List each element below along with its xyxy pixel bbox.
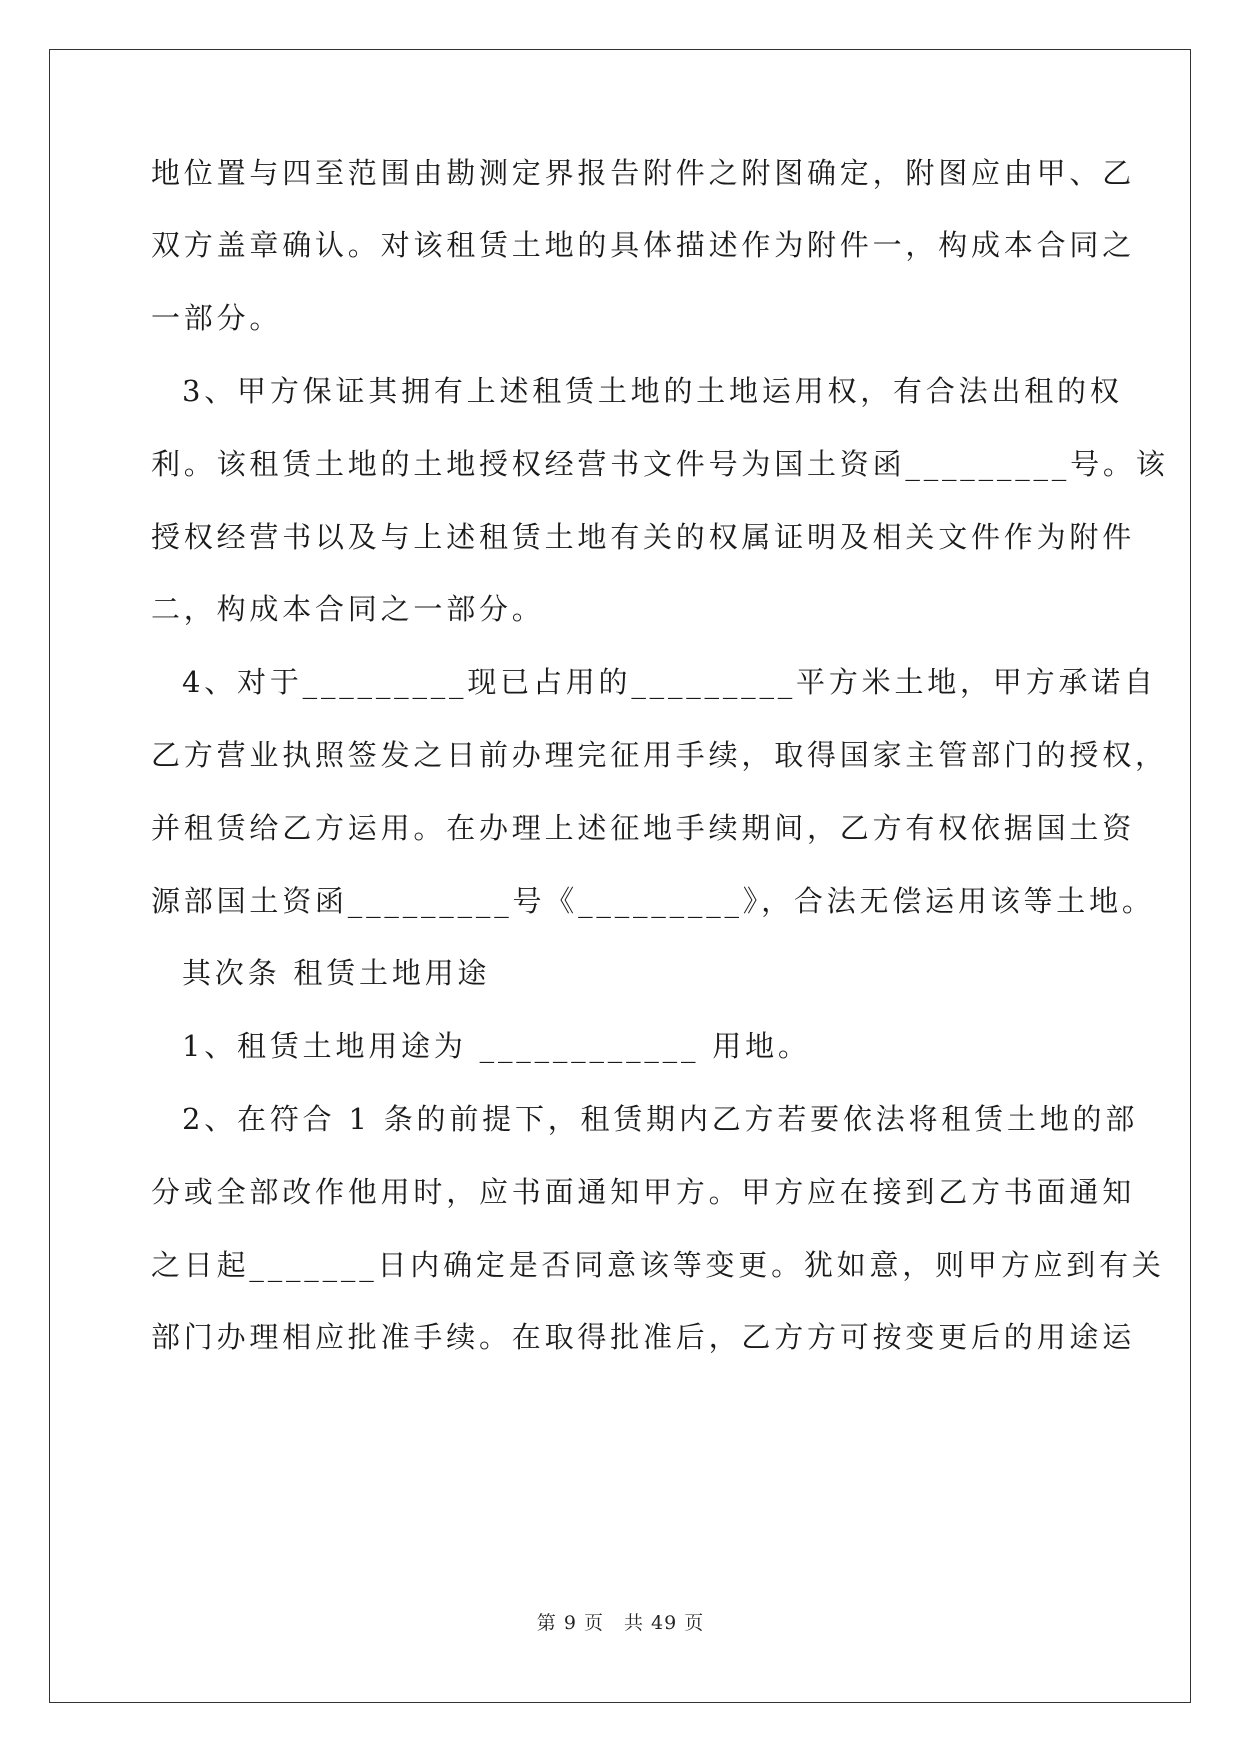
page-number-footer: 第 9 页 共 49 页 — [536, 1612, 705, 1634]
text-line-8: 4、对于_________现已占用的_________平方米土地，甲方承诺自 — [182, 665, 1157, 699]
text-line-15: 分或全部改作他用时，应书面通知甲方。甲方应在接到乙方书面通知 — [151, 1175, 1136, 1209]
text-line-1: 地位置与四至范围由勘测定界报告附件之附图确定，附图应由甲、乙 — [151, 156, 1136, 190]
text-line-17: 部门办理相应批准手续。在取得批准后，乙方方可按变更后的用途运 — [151, 1320, 1136, 1354]
text-line-13: 1、租赁土地用途为 ____________ 用地。 — [182, 1029, 811, 1063]
text-line-7: 二，构成本合同之一部分。 — [151, 592, 545, 626]
text-line-4: 3、甲方保证其拥有上述租赁土地的土地运用权，有合法出租的权 — [182, 374, 1123, 408]
text-line-5: 利。该租赁土地的土地授权经营书文件号为国土资函_________号。该 — [151, 447, 1169, 481]
text-line-14: 2、在符合 1 条的前提下，租赁期内乙方若要依法将租赁土地的部 — [182, 1102, 1139, 1136]
text-line-2: 双方盖章确认。对该租赁土地的具体描述作为附件一，构成本合同之 — [151, 228, 1136, 262]
text-line-16: 之日起_______日内确定是否同意该等变更。犹如意，则甲方应到有关 — [151, 1248, 1165, 1282]
text-line-9: 乙方营业执照签发之日前办理完征用手续，取得国家主管部门的授权， — [151, 738, 1168, 772]
text-line-10: 并租赁给乙方运用。在办理上述征地手续期间，乙方有权依据国土资 — [151, 811, 1136, 845]
text-line-3: 一部分。 — [151, 301, 283, 335]
section-heading: 其次条 租赁土地用途 — [182, 956, 491, 990]
text-line-6: 授权经营书以及与上述租赁土地有关的权属证明及相关文件作为附件 — [151, 520, 1136, 554]
text-line-11: 源部国土资函_________号《_________》，合法无偿运用该等土地。 — [151, 884, 1155, 918]
